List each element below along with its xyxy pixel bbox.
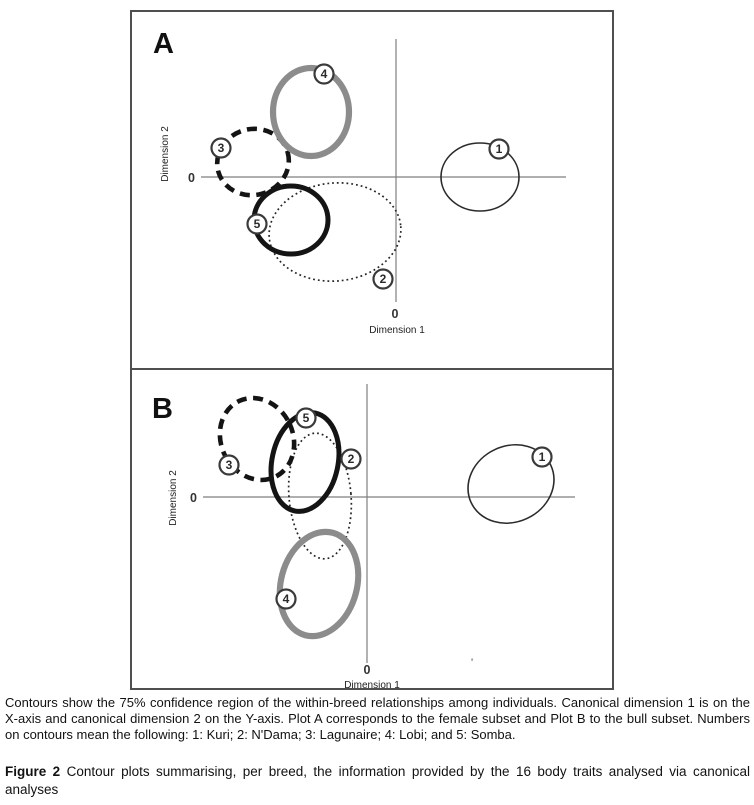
contour-number-2: 2 (379, 272, 387, 287)
contour-number-2: 2 (347, 452, 355, 467)
contour-ellipse-Lagunaire (210, 121, 297, 203)
caption-text: Contours show the 75% confidence region of the within-breed relationships among individuals. Canonical dimension 1 is on the X-axis and canonical dimension 2 on the Y-axis. Plot A corresponds to the female subset and Plot B to the bull subset. Numbers on contours mean the following: 1: Kuri; 2: N'Dama; 3: Lagunaire; 4: Lobi; and 5: Somba. (5, 695, 750, 742)
x-axis-tick-zero: 0 (363, 663, 371, 677)
y-axis-tick-zero: 0 (188, 171, 195, 185)
contour-ellipse-Kuri (455, 431, 567, 537)
contour-ellipse-Lobi (273, 68, 349, 156)
x-axis-label: Dimension 1 (369, 325, 425, 336)
contour-ellipse-Lagunaire (207, 386, 308, 493)
stray-tick-mark: ' (470, 657, 474, 669)
contour-number-3: 3 (217, 141, 225, 156)
panel-letter-B: B (152, 393, 173, 425)
figure-label: Figure 2 (5, 764, 61, 779)
figure-caption-text: Contour plots summarising, per breed, the information provided by the 16 body traits analysed via canonical analyses (5, 764, 750, 797)
y-axis-tick-zero: 0 (190, 491, 197, 505)
contour-number-5: 5 (302, 411, 310, 426)
panel-b-plot (132, 370, 612, 688)
contour-number-4: 4 (282, 592, 290, 607)
panel-letter-A: A (153, 28, 174, 60)
y-axis-label: Dimension 2 (160, 126, 171, 182)
x-axis-label: Dimension 1 (344, 680, 400, 688)
contour-ellipse-Lobi (269, 523, 370, 645)
contour-number-1: 1 (538, 450, 546, 465)
contour-number-3: 3 (225, 458, 233, 473)
x-axis-tick-zero: 0 (391, 307, 399, 321)
contour-number-4: 4 (320, 67, 328, 82)
figure-box (130, 10, 614, 690)
y-axis-label: Dimension 2 (168, 470, 179, 526)
figure-caption (5, 763, 750, 799)
panel-a-plot (132, 12, 612, 370)
contour-number-5: 5 (253, 217, 261, 232)
contour-number-1: 1 (495, 142, 503, 157)
